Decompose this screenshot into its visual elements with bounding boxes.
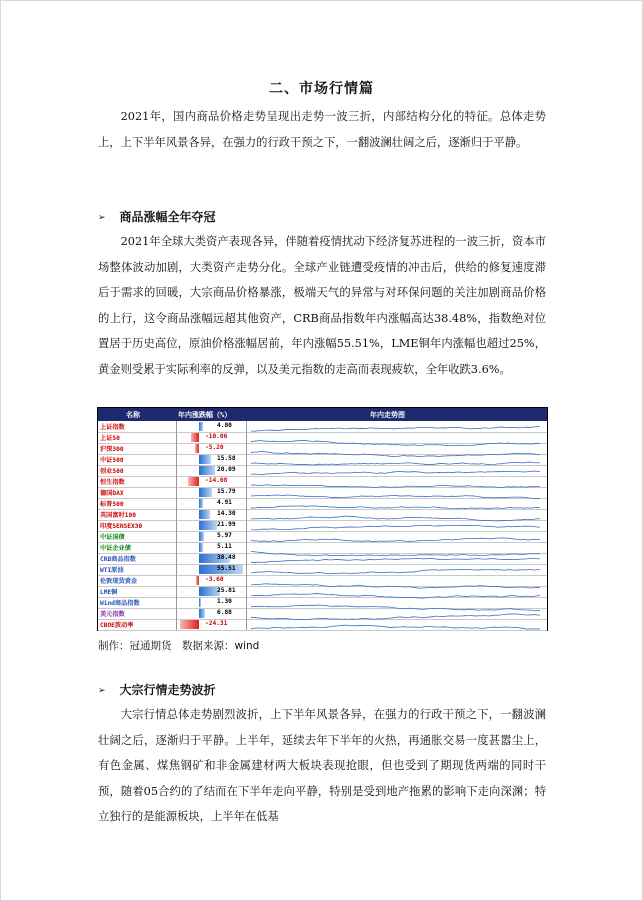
table-header: [98, 408, 547, 421]
section-title: 二、市场行情篇: [269, 81, 374, 97]
change-value: -10.06: [205, 433, 228, 440]
asset-name: 美元指数: [100, 611, 125, 618]
asset-name: 恒生指数: [100, 479, 125, 486]
heading-bulk-trend: [98, 681, 216, 698]
change-bar: [199, 455, 211, 464]
change-value: -14.08: [205, 477, 228, 484]
sparkline-path: [251, 427, 540, 432]
change-bar-cell: [176, 575, 245, 586]
change-bar-cell: [176, 465, 245, 476]
change-bar: [196, 576, 199, 585]
trend-sparkline: [246, 487, 546, 498]
change-value: 4.91: [217, 499, 232, 506]
sparkline-path: [251, 559, 540, 563]
change-bar: [199, 488, 212, 497]
change-bar-cell: [176, 520, 245, 531]
sparkline-svg: [247, 623, 544, 634]
asset-name: 上证50: [100, 435, 120, 442]
change-value: 55.51: [217, 565, 236, 572]
trend-sparkline: [246, 498, 546, 509]
trend-sparkline: [246, 443, 546, 454]
asset-name: 德国DAX: [100, 490, 124, 497]
asset-name: 英国富时100: [100, 512, 136, 519]
asset-performance-table: [97, 407, 548, 631]
change-value: -5.20: [205, 444, 224, 451]
header-name: 名称: [126, 411, 140, 419]
change-value: 5.11: [217, 543, 232, 550]
asset-name: 创业500: [100, 468, 124, 475]
asset-name: CBOE波动率: [100, 622, 134, 629]
heading-commodity-gains: [98, 208, 216, 225]
trend-sparkline: [246, 542, 546, 553]
change-bar-cell: [176, 531, 245, 542]
change-value: 14.30: [217, 510, 236, 517]
change-bar-cell: [176, 421, 245, 432]
change-value: -24.31: [205, 620, 228, 627]
trend-sparkline: [246, 454, 546, 465]
change-value: 15.79: [217, 488, 236, 495]
sparkline-path: [251, 570, 540, 574]
change-bar: [195, 444, 199, 453]
heading-text: 大宗行情走势波折: [119, 683, 216, 697]
trend-sparkline: [246, 476, 546, 487]
trend-sparkline: [246, 421, 546, 432]
asset-name: CRB商品指数: [100, 556, 136, 563]
change-bar: [199, 609, 205, 618]
header-trend: 年内走势图: [370, 411, 405, 419]
asset-name: 上证指数: [100, 424, 125, 431]
change-bar: [199, 499, 203, 508]
change-value: 38.48: [217, 554, 236, 561]
change-bar: [199, 510, 210, 519]
sparkline-path: [251, 625, 540, 629]
change-bar: [199, 543, 203, 552]
intro-paragraph: 2021年，国内商品价格走势呈现出走势一波三折，内部结构分化的特征。总体走势上，上下半年风景各异，在强力的行政干预之下，一翻波澜壮阔之后，逐渐归于平静。: [98, 110, 546, 149]
change-bar-cell: [176, 498, 245, 509]
change-bar: [191, 433, 199, 442]
trend-sparkline: [246, 520, 546, 531]
change-bar-cell: [176, 608, 245, 619]
trend-sparkline: [246, 531, 546, 542]
source-note: 制作：冠通期货 数据来源：wind: [98, 640, 260, 652]
change-bar: [188, 477, 199, 486]
change-bar: [180, 620, 199, 629]
sparkline-path: [251, 471, 540, 474]
change-value: 1.30: [217, 598, 232, 605]
change-bar-cell: [176, 586, 245, 597]
change-bar-cell: [176, 443, 245, 454]
change-value: 4.80: [217, 422, 232, 429]
trend-sparkline: [246, 564, 546, 575]
change-bar: [199, 422, 203, 431]
asset-name: 沪深300: [100, 446, 124, 453]
arrow-bullet-icon: ➢: [98, 686, 106, 696]
change-value: 15.58: [217, 455, 236, 462]
trend-sparkline: [246, 619, 546, 630]
trend-sparkline: [246, 608, 546, 619]
asset-name: 中证国债: [100, 534, 125, 541]
change-bar-cell: [176, 454, 245, 465]
asset-name: Wind商品指数: [100, 600, 140, 607]
heading-text: 商品涨幅全年夺冠: [119, 210, 216, 224]
change-bar-cell: [176, 553, 245, 564]
change-bar-cell: [176, 509, 245, 520]
change-value: 20.09: [217, 466, 236, 473]
change-bar: [199, 598, 201, 607]
asset-name: WTI原油: [100, 567, 124, 574]
trend-sparkline: [246, 553, 546, 564]
sparkline-path: [251, 526, 540, 530]
trend-sparkline: [246, 575, 546, 586]
change-bar-cell: [176, 597, 245, 608]
change-bar-cell: [176, 542, 245, 553]
asset-name: LME铜: [100, 589, 118, 596]
change-bar-cell: [176, 476, 245, 487]
asset-name: 中证企业债: [100, 545, 131, 552]
arrow-bullet-icon: ➢: [98, 213, 106, 223]
change-bar-cell: [176, 432, 245, 443]
change-bar: [199, 532, 204, 541]
table-row: [98, 619, 547, 631]
change-value: 6.88: [217, 609, 232, 616]
paragraph-commodity: 2021年全球大类资产表现各异，伴随着疫情扰动下经济复苏进程的一波三折，资本市场整体波动加剧，大类资产走势分化。全球产业链遭受疫情的冲击后，供给的修复速度滞后于需求的回暖，大宗商品价格暴涨，极端天气的异常与对环保问题的关注加剧商品价格的上行，这令商品涨幅远超其他资产，CRB商品指数年内涨幅高达38.48%，指数绝对位置居于历史高位，原油价格涨幅居前，年内涨幅55.51%，LME铜年内涨幅也超过25%，黄金则受累于实际利率的反弹，以及美元指数的走高而表现疲软，全年收跌3.6%。: [98, 235, 546, 376]
change-value: 5.97: [217, 532, 232, 539]
asset-name: 伦敦现货黄金: [100, 578, 138, 585]
change-bar: [199, 466, 215, 475]
change-bar-cell: [176, 487, 245, 498]
change-bar: [199, 521, 217, 530]
asset-name: 中证500: [100, 457, 124, 464]
trend-sparkline: [246, 597, 546, 608]
change-value: 21.99: [217, 521, 236, 528]
trend-sparkline: [246, 465, 546, 476]
change-bar-cell: [176, 619, 245, 630]
paragraph-bulk: 大宗行情总体走势剧烈波折，上下半年风景各异，在强力的行政干预之下，一翻波澜壮阔之后，逐渐归于平静。上半年，延续去年下半年的火热，再通胀交易一度甚嚣尘上，有色金属、煤焦钢矿和非金属建材两大板块表现抢眼，但也受到了期现货两端的同时干预，随着05合约的了结而在下半年走向平静，特别是受到地产拖累的影响下走向深渊；特立独行的是能源板块，上半年在低基: [98, 708, 546, 823]
trend-sparkline: [246, 509, 546, 520]
trend-sparkline: [246, 586, 546, 597]
asset-name: 标普500: [100, 501, 124, 508]
change-value: -3.60: [205, 576, 224, 583]
change-bar-cell: [176, 564, 245, 575]
change-value: 25.81: [217, 587, 236, 594]
header-change: 年内涨跌幅（%）: [178, 411, 232, 419]
asset-name: 印度SENSEX30: [100, 523, 143, 530]
trend-sparkline: [246, 432, 546, 443]
